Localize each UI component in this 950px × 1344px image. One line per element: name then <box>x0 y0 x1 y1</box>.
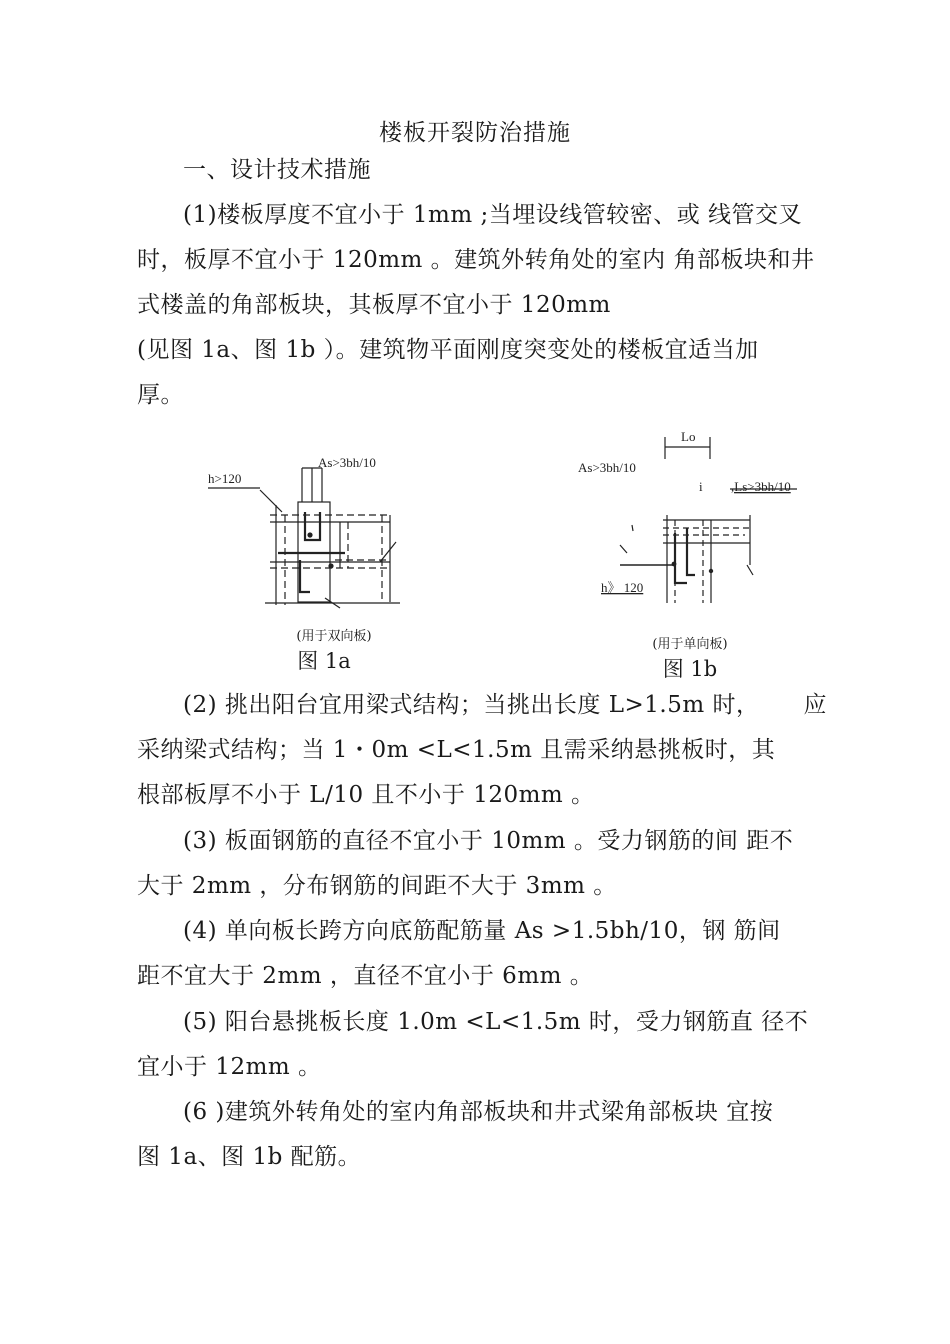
paragraph-5-line-2: 宜小于 12mm 。 <box>137 1054 322 1080</box>
figure-1a-label-h: h>120 <box>208 471 242 486</box>
paragraph-1-line-5: 厚。 <box>137 382 184 408</box>
paragraph-1-line-2: 时，板厚不宜小于 120mm 。建筑外转角处的室内 角部板块和井 <box>137 247 815 273</box>
paragraph-1-line-1: (1)楼板厚度不宜小于 1mm ;当埋设线管较密、或 线管交叉 <box>183 202 803 228</box>
paragraph-2-line-1-main: (2) 挑出阳台宜用梁式结构；当挑出长度 L>1.5m 时， <box>183 692 760 718</box>
paragraph-6-line-2: 图 1a、图 1b 配筋。 <box>137 1144 362 1170</box>
paragraph-2-line-1-end: 应 <box>803 692 827 718</box>
paragraph-4-line-1: (4) 单向板长跨方向底筋配筋量 As >1.5bh/10，钢 筋间 <box>183 918 781 944</box>
paragraph-2-line-3: 根部板厚不小于 L/10 且不小于 120mm 。 <box>137 782 595 808</box>
figure-1a-label-as: As>3bh/10 <box>318 455 376 470</box>
figure-1b-drawing <box>575 425 815 610</box>
figure-1a-drawing <box>200 450 420 615</box>
figure-1b-caption: 图 1b <box>662 657 718 681</box>
figure-1b-label-lo: Lo <box>681 429 696 444</box>
figure-1b-label-i: i <box>699 479 703 494</box>
paragraph-4-line-2: 距不宜大于 2mm ，直径不宜小于 6mm 。 <box>137 963 594 989</box>
paragraph-4 <box>137 909 827 999</box>
paragraph-2-line-1 <box>137 683 827 728</box>
figure-1b-label-h: h》 120 <box>601 580 644 595</box>
paragraph-5 <box>137 1000 827 1090</box>
paragraph-2-line-2: 采纳梁式结构；当 1・0m <L<1.5m 且需采纳悬挑板时，其 <box>137 737 776 763</box>
figure-1a-caption-small: (用于双向板) <box>296 629 372 644</box>
paragraph-5-line-1: (5) 阳台悬挑板长度 1.0m <L<1.5m 时，受力钢筋直 径不 <box>183 1009 809 1035</box>
document-title: 楼板开裂防治措施 <box>379 120 571 146</box>
paragraph-6-line-1: (6 )建筑外转角处的室内角部板块和井式梁角部板块 宜按 <box>183 1099 774 1125</box>
figure-1b-label-as: As>3bh/10 <box>578 460 636 475</box>
paragraph-3-line-1: (3) 板面钢筋的直径不宜小于 10mm 。受力钢筋的间 距不 <box>183 828 794 854</box>
paragraph-3-line-2: 大于 2mm ，分布钢筋的间距不大于 3mm 。 <box>137 873 617 899</box>
figure-1a-caption: 图 1a <box>297 649 351 673</box>
section-heading-text: 一、设计技术措施 <box>183 157 371 183</box>
paragraph-1 <box>137 193 827 418</box>
paragraph-1-line-3: 式楼盖的角部板块，其板厚不宜小于 120mm <box>137 292 611 318</box>
paragraph-6 <box>137 1090 827 1180</box>
figure-1b-label-ls: ,Ls>3bh/10 <box>731 479 791 494</box>
paragraph-2 <box>137 683 827 818</box>
figure-1b-caption-small: (用于单向板) <box>652 637 728 652</box>
paragraph-3 <box>137 819 827 909</box>
paragraph-1-line-4: (见图 1a、图 1b ）。建筑物平面刚度突变处的楼板宜适当加 <box>137 337 759 363</box>
section-heading <box>137 148 827 193</box>
